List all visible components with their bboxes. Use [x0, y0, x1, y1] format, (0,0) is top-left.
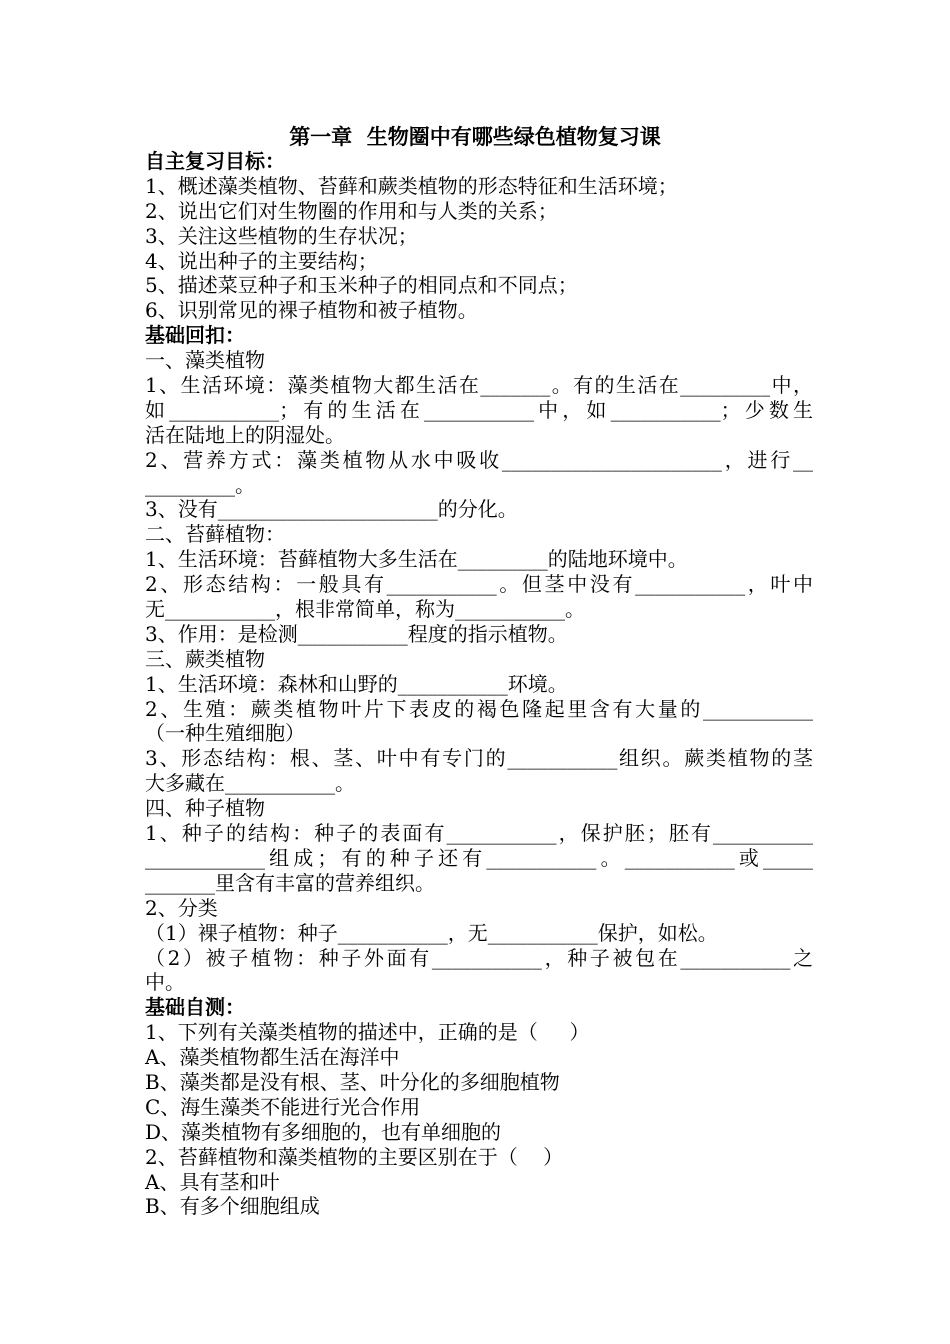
- document-body: [145, 149, 813, 1219]
- text-line: A、藻类植物都生活在海洋中: [145, 1045, 400, 1070]
- text-line: 3、没有______________________的分化。: [145, 497, 518, 522]
- text-line: ____________组成；有的种子还有___________。___________或_____: [145, 845, 813, 870]
- text-line: 如___________；有的生活在___________中，如___________；少数生: [145, 397, 813, 422]
- text-line: 1、下列有关藻类植物的描述中，正确的是（ ）: [145, 1020, 590, 1045]
- text-line: 四、种子植物: [145, 796, 265, 821]
- text-line: A、具有茎和叶: [145, 1169, 280, 1194]
- page-title: 第一章 生物圈中有哪些绿色植物复习课: [289, 124, 661, 149]
- text-line: （1）裸子植物：种子___________，无___________保护，如松。: [145, 920, 718, 945]
- text-line: 无___________，根非常简单，称为___________。: [145, 597, 585, 622]
- text-line: 活在陆地上的阴湿处。: [145, 422, 345, 447]
- text-line: D、藻类植物有多细胞的，也有单细胞的: [145, 1119, 502, 1144]
- text-line: 1、生活环境：藻类植物大都生活在_______。有的生活在_________中，: [145, 373, 813, 398]
- text-line: 4、说出种子的主要结构；: [145, 248, 378, 273]
- text-line: 1、生活环境：森林和山野的___________环境。: [145, 671, 568, 696]
- section-heading: 基础自测：: [145, 995, 245, 1020]
- text-line: 3、关注这些植物的生存状况；: [145, 223, 418, 248]
- section-heading: 自主复习目标：: [145, 149, 285, 173]
- text-line: 2、苔藓植物和藻类植物的主要区别在于（ ）: [145, 1144, 564, 1169]
- text-line: _______里含有丰富的营养组织。: [145, 870, 435, 895]
- text-line: 6、识别常见的裸子植物和被子植物。: [145, 298, 478, 323]
- text-line: 2、营养方式：藻类植物从水中吸收______________________，进行__: [145, 447, 813, 472]
- text-line: C、海生藻类不能进行光合作用: [145, 1094, 421, 1119]
- text-line: 3、作用：是检测___________程度的指示植物。: [145, 621, 568, 646]
- text-line: _________。: [145, 472, 255, 497]
- text-line: 2、生殖：蕨类植物叶片下表皮的褐色隆起里含有大量的___________: [145, 696, 813, 721]
- text-line: 1、生活环境：苔藓植物大多生活在_________的陆地环境中。: [145, 547, 688, 572]
- text-line: 中。: [145, 970, 185, 995]
- text-line: 1、种子的结构：种子的表面有___________，保护胚；胚有__________: [145, 821, 813, 846]
- text-line: 二、苔藓植物：: [145, 522, 285, 547]
- text-line: 5、描述菜豆种子和玉米种子的相同点和不同点；: [145, 273, 578, 298]
- text-line: 2、分类: [145, 895, 218, 920]
- text-line: B、有多个细胞组成: [145, 1194, 320, 1219]
- text-line: B、藻类都是没有根、茎、叶分化的多细胞植物: [145, 1069, 560, 1094]
- text-line: （一种生殖细胞）: [145, 721, 305, 746]
- text-line: 3、形态结构：根、茎、叶中有专门的___________组织。蕨类植物的茎: [145, 746, 813, 771]
- text-line: 大多藏在___________。: [145, 771, 355, 796]
- text-line: 1、概述藻类植物、苔藓和蕨类植物的形态特征和生活环境；: [145, 173, 678, 198]
- section-heading: 基础回扣：: [145, 323, 245, 348]
- text-line: 一、藻类植物: [145, 348, 265, 373]
- text-line: （2）被子植物：种子外面有___________，种子被包在___________之: [145, 945, 813, 970]
- text-line: 2、说出它们对生物圈的作用和与人类的关系；: [145, 198, 558, 223]
- text-line: 2、形态结构：一般具有___________。但茎中没有___________，叶中: [145, 572, 813, 597]
- text-line: 三、蕨类植物: [145, 646, 265, 671]
